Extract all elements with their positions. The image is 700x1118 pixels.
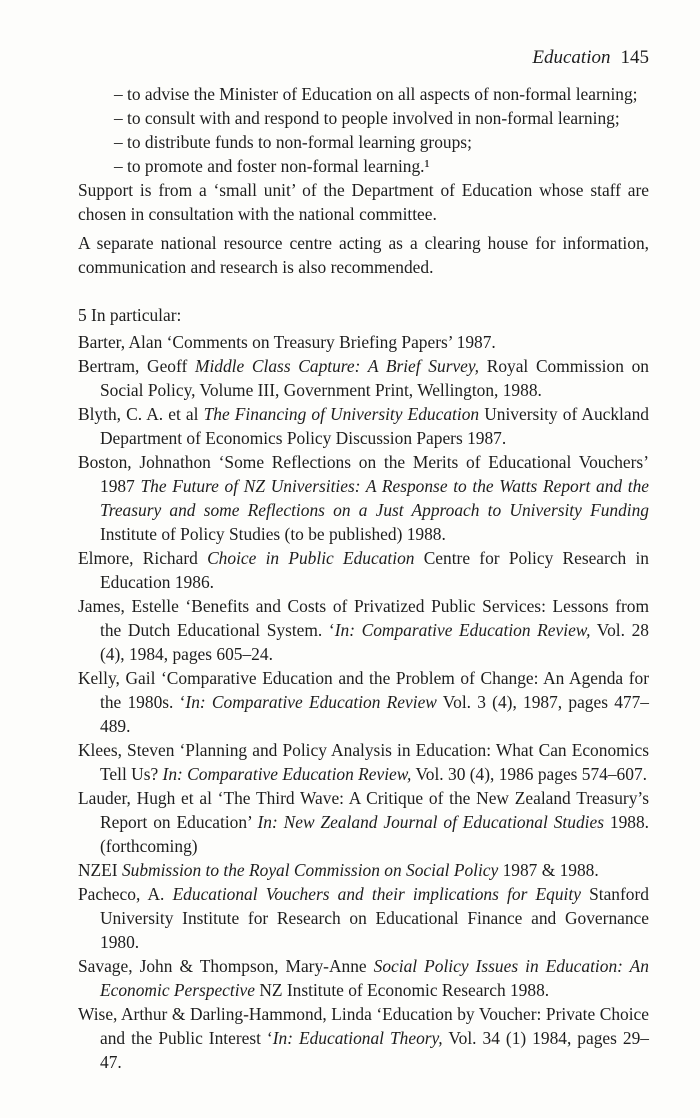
reference-entry: NZEI Submission to the Royal Commission on Social Policy 1987 & 1988. bbox=[78, 860, 599, 880]
reference-entry: Savage, John & Thompson, Mary-Anne Social Policy Issues in Education: An Economic Perspective NZ Institute of Economic Research 1988. bbox=[78, 956, 649, 1000]
function-list bbox=[114, 82, 649, 178]
note-heading: 5 In particular: bbox=[78, 305, 182, 325]
reference-entry: Bertram, Geoff Middle Class Capture: A Brief Survey, Royal Commission on Social Policy, Volume III, Government Print, Wellington, 1988. bbox=[78, 356, 649, 400]
running-head bbox=[532, 48, 649, 67]
reference-entry: James, Estelle ‘Benefits and Costs of Privatized Public Services: Lessons from the Dutch Educational System. ‘In: Comparative Education Review, Vol. 28 (4), 1984, pages 605–24. bbox=[78, 596, 649, 664]
list-item: – to promote and foster non-formal learning.¹ bbox=[114, 156, 430, 176]
reference-entry: Wise, Arthur & Darling-Hammond, Linda ‘Education by Voucher: Private Choice and the Public Interest ‘In: Educational Theory, Vol. 34 (1) 1984, pages 29–47. bbox=[78, 1004, 649, 1072]
reference-list bbox=[78, 330, 649, 1074]
reference-entry: Elmore, Richard Choice in Public Education Centre for Policy Research in Education 1986. bbox=[78, 548, 650, 592]
page-number: 145 bbox=[620, 47, 649, 68]
reference-entry: Pacheco, A. Educational Vouchers and their implications for Equity Stanford University Institute for Research on Educational Finance and Governance 1980. bbox=[78, 884, 649, 952]
reference-entry: Blyth, C. A. et al The Financing of University Education University of Auckland Department of Economics Policy Discussion Papers 1987. bbox=[78, 404, 649, 448]
reference-entry: Klees, Steven ‘Planning and Policy Analysis in Education: What Can Economics Tell Us? In: Comparative Education Review, Vol. 30 (4), 1986 pages 574–607. bbox=[78, 740, 649, 784]
paragraph: A separate national resource centre acting as a clearing house for information, communication and research is also recommended. bbox=[78, 233, 649, 277]
reference-entry: Lauder, Hugh et al ‘The Third Wave: A Critique of the New Zealand Treasury’s Report on Education’ In: New Zealand Journal of Educational Studies 1988. (forthcoming) bbox=[78, 788, 650, 856]
reference-entry: Boston, Johnathon ‘Some Reflections on the Merits of Educational Vouchers’ 1987 The Future of NZ Universities: A Response to the Watts Report and the Treasury and some Reflections on a Just Approach to University Funding Institute of Policy Studies (to be published) 1988. bbox=[78, 452, 649, 544]
list-item: – to distribute funds to non-formal learning groups; bbox=[114, 132, 472, 152]
running-head-title: Education bbox=[532, 47, 611, 68]
paragraph: Support is from a ‘small unit’ of the Department of Education whose staff are chosen in consultation with the national committee. bbox=[78, 180, 649, 224]
reference-entry: Barter, Alan ‘Comments on Treasury Briefing Papers’ 1987. bbox=[78, 332, 496, 352]
list-item: – to consult with and respond to people involved in non-formal learning; bbox=[114, 108, 620, 128]
list-item: – to advise the Minister of Education on all aspects of non-formal learning; bbox=[114, 84, 638, 104]
reference-entry: Kelly, Gail ‘Comparative Education and the Problem of Change: An Agenda for the 1980s. ‘In: Comparative Education Review Vol. 3 (4), 1987, pages 477–489. bbox=[78, 668, 649, 736]
page-body bbox=[78, 82, 649, 1074]
